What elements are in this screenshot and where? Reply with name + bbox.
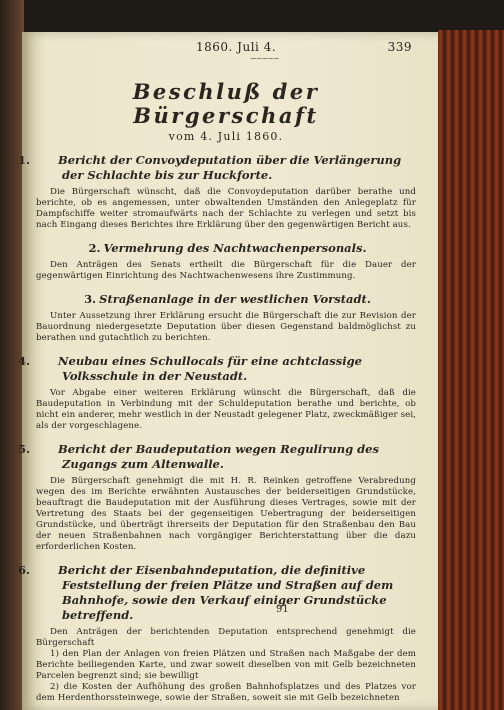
section-body xyxy=(36,187,416,231)
signature-mark: 91 xyxy=(276,604,289,615)
section-body xyxy=(36,311,416,344)
page-number: 339 xyxy=(387,40,412,54)
section-5 xyxy=(18,442,416,553)
section-6 xyxy=(18,563,416,704)
section-number: 4. xyxy=(18,354,31,368)
section-heading-text: Neubau eines Schullocals für eine achtclassige Volksschule in der Neustadt. xyxy=(58,354,362,383)
section-heading-text: Bericht der Baudeputation wegen Regulirung des Zugangs zum Altenwalle. xyxy=(58,442,379,471)
section-body xyxy=(36,627,416,704)
paragraph: 1) den Plan der Anlagen von freien Plätzen und Straßen nach Maßgabe der dem Berichte beiliegenden Karte, und zwar soweit dieselben von mit Gelb bezeichneten Parcelen begrenzt sind; sie bewilligt xyxy=(36,649,416,681)
running-header xyxy=(36,40,416,63)
paragraph: Die Bürgerschaft genehmigt die mit H. R. Reinken getroffene Verabredung wegen des im Berichte erwähnten Austausches der beiderseitigen Grundstücke, beauftragt die Baudeputation mit der Ausführung dieses Vertrages, sowie mit der Vertretung des Staats bei der gegenseitigen Uebertragung der beiderseitigen Grundstücke, und überträgt ihrerseits der Deputation für den Straßenbau den Bau der neuen Straßenbahnen nach vorgängiger Berichterstattung über die dazu erforderlichen Kosten. xyxy=(36,476,416,552)
section-heading xyxy=(36,241,416,256)
paragraph: Die Bürgerschaft wünscht, daß die Convoydeputation darüber berathe und berichte, ob es angemessen, unter obwaltenden Umständen den Anlegeplatz für Dampfschiffe weiter stromaufwärts nach der Schlachte zu verlegen und setzt bis nach Eingang dieses Berichtes ihre Erklärung über den gegenwärtigen Bericht aus. xyxy=(36,187,416,230)
section-heading xyxy=(36,292,416,307)
paragraph: 2) die Kosten der Aufhöhung des großen Bahnhofsplatzes und des Platzes vor dem Herdenthorssteinwege, sowie der Straßen, soweit sie mit Gelb bezeichneten xyxy=(36,682,416,703)
section-heading-text: Vermehrung des Nachtwachenpersonals. xyxy=(103,241,367,255)
running-head: 1860. Juli 4. xyxy=(196,40,277,54)
section-heading xyxy=(18,442,416,472)
section-4 xyxy=(18,354,416,432)
section-number: 2. xyxy=(88,241,101,255)
section-heading xyxy=(18,354,416,384)
paragraph: Vor Abgabe einer weiteren Erklärung wünscht die Bürgerschaft, daß die Baudeputation in Verbindung mit der Schuldeputation berathe und berichte, ob nicht ein anderer, mehr westlich in der Neustadt gelegener Platz, zweckmäßiger sei, als der vorgeschlagene. xyxy=(36,388,416,431)
section-3 xyxy=(36,292,416,344)
header-ornament: ~~~~~ xyxy=(250,54,279,63)
paragraph: Den Anträgen des Senats ertheilt die Bürgerschaft für die Dauer der gegenwärtigen Einrichtung des Nachtwachenwesens ihre Zustimmung. xyxy=(36,260,416,281)
section-heading xyxy=(18,563,416,623)
section-body xyxy=(36,476,416,553)
section-heading xyxy=(18,153,416,183)
page-edge-red xyxy=(438,30,504,710)
document-title: Beschluß der Bürgerschaft xyxy=(132,79,320,128)
paragraph: Unter Aussetzung ihrer Erklärung ersucht die Bürgerschaft die zur Revision der Bauordnung niedergesetzte Deputation über diesen Gegenstand baldmöglichst zu berathen und gutachtlich zu berichten. xyxy=(36,311,416,343)
document-date: vom 4. Juli 1860. xyxy=(168,130,284,143)
paragraph: Den Anträgen der berichtenden Deputation entsprechend genehmigt die Bürgerschaft xyxy=(36,627,416,648)
section-number: 3. xyxy=(84,292,97,306)
section-heading-text: Bericht der Convoydeputation über die Verlängerung der Schlachte bis zur Huckforte. xyxy=(58,153,402,182)
section-number: 1. xyxy=(18,153,31,167)
page-content xyxy=(18,40,416,704)
section-2 xyxy=(36,241,416,282)
section-number: 5. xyxy=(18,442,31,456)
section-heading-text: Bericht der Eisenbahndeputation, die definitive Feststellung der freien Plätze und Straßen auf dem Bahnhofe, sowie den Verkauf einiger Grundstücke betreffend. xyxy=(58,563,394,622)
section-1 xyxy=(18,153,416,231)
section-body xyxy=(36,260,416,282)
section-heading-text: Straßenanlage in der westlichen Vorstadt. xyxy=(99,292,371,306)
section-number: 6. xyxy=(18,563,31,577)
section-body xyxy=(36,388,416,432)
